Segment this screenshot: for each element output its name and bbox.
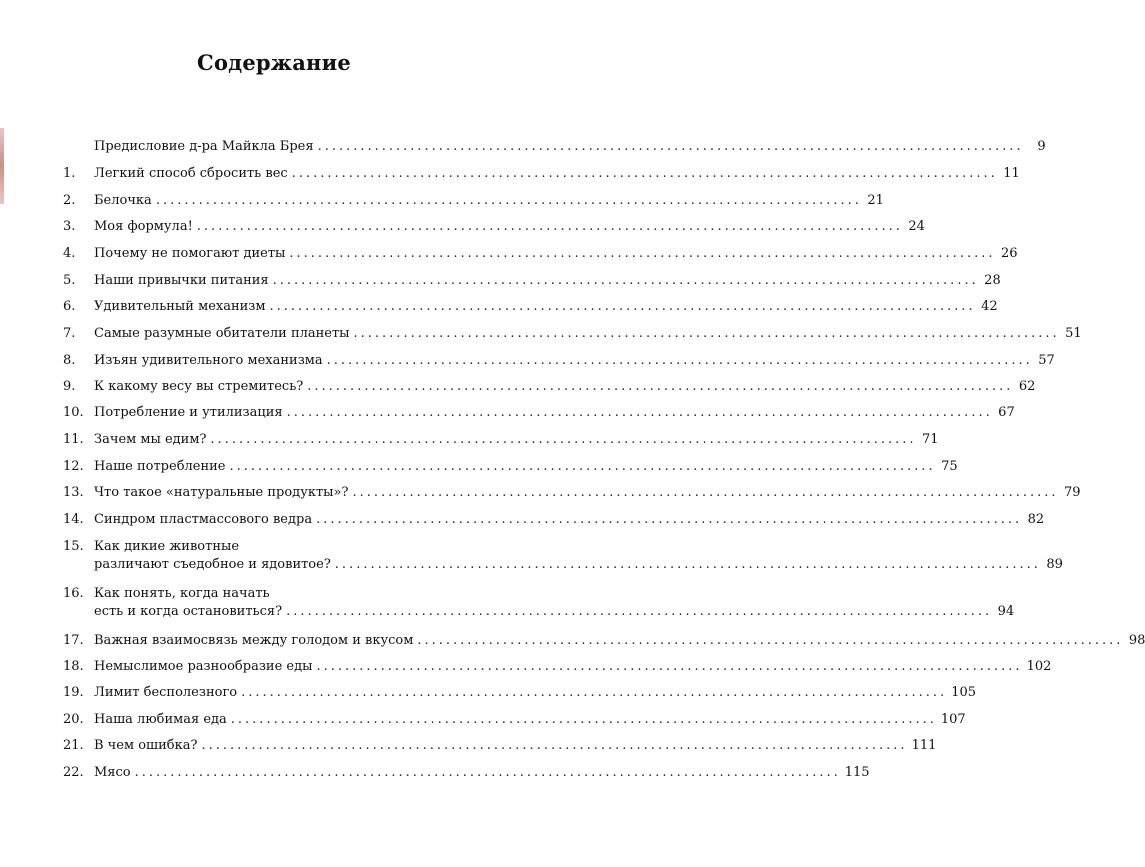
toc-page-number: 26 — [1000, 246, 1018, 261]
toc-page-number: 24 — [908, 219, 925, 234]
toc-number: 18. — [63, 659, 84, 674]
toc-line — [94, 484, 1081, 502]
toc-page-number: 71 — [921, 432, 939, 447]
toc-line — [94, 138, 1046, 156]
toc-number: 5. — [63, 273, 76, 288]
toc-line — [94, 458, 958, 476]
toc-entry — [94, 218, 925, 236]
toc-page-number: 98 — [1128, 633, 1145, 648]
toc-number: 13. — [63, 485, 84, 500]
toc-title: Потребление и утилизация — [94, 405, 283, 420]
page-title: Содержание — [197, 50, 351, 75]
toc-entry — [94, 484, 1081, 502]
toc-line — [94, 511, 1045, 529]
toc-entry — [94, 585, 1015, 621]
toc-number: 6. — [63, 299, 76, 314]
toc-number: 7. — [63, 326, 76, 341]
toc-title: Моя формула! — [94, 219, 193, 234]
toc-title-line: Как дикие животные — [94, 539, 240, 554]
toc-number: 8. — [63, 353, 76, 368]
toc-number: 17. — [63, 633, 84, 648]
toc-line — [94, 556, 1063, 574]
dot-leader: ................................................................................................... — [201, 738, 908, 753]
toc-title: Лимит бесполезного — [94, 685, 238, 700]
toc-number: 1. — [63, 166, 76, 181]
toc-entry — [94, 165, 1020, 183]
toc-page-number: 79 — [1064, 485, 1081, 500]
toc-title: Почему не помогают диеты — [94, 246, 286, 261]
toc-page-number: 9 — [1037, 139, 1046, 154]
toc-line — [94, 298, 998, 316]
toc-entry — [94, 538, 1063, 574]
dot-leader: ................................................................................................... — [286, 604, 993, 619]
toc-number: 2. — [63, 193, 76, 208]
toc-entry — [94, 138, 1046, 156]
toc-entry — [94, 378, 1036, 396]
dot-leader: ................................................................................................... — [317, 139, 1024, 154]
toc-number: 3. — [63, 219, 76, 234]
toc-title: Что такое «натуральные продукты»? — [94, 485, 349, 500]
toc-number: 22. — [63, 765, 84, 780]
dot-leader: ................................................................................................... — [316, 512, 1023, 527]
toc-page-number: 42 — [981, 299, 998, 314]
dot-leader: ................................................................................................... — [291, 166, 998, 181]
toc-number: 10. — [63, 405, 84, 420]
toc-line — [94, 245, 1018, 263]
toc-title: Наша любимая еда — [94, 712, 227, 727]
dot-leader: ................................................................................................... — [353, 326, 1060, 341]
toc-line — [94, 764, 870, 782]
dot-leader: ................................................................................................... — [307, 379, 1014, 394]
toc-entry — [94, 458, 958, 476]
toc-entry — [94, 658, 1052, 676]
toc-title: Зачем мы едим? — [94, 432, 207, 447]
toc-title: Самые разумные обитатели планеты — [94, 326, 350, 341]
toc-line — [94, 603, 1015, 621]
toc-title: Наши привычки питания — [94, 273, 269, 288]
dot-leader: ................................................................................................... — [230, 712, 937, 727]
toc-title: различают съедобное и ядовитое? — [94, 557, 331, 572]
toc-page-number: 67 — [998, 405, 1015, 420]
dot-leader: ................................................................................................... — [269, 299, 976, 314]
dot-leader: ................................................................................................... — [196, 219, 903, 234]
toc-title: Мясо — [94, 765, 131, 780]
toc-entry — [94, 298, 998, 316]
dot-leader: ................................................................................................... — [286, 405, 993, 420]
toc-entry — [94, 632, 1145, 650]
toc-page-number: 102 — [1026, 659, 1052, 674]
toc-number: 12. — [63, 459, 84, 474]
dot-leader: ................................................................................................... — [241, 685, 948, 700]
toc-line — [94, 192, 884, 210]
toc-entry — [94, 431, 939, 449]
toc-entry — [94, 737, 937, 755]
toc-line — [94, 272, 1001, 290]
toc-line — [94, 325, 1082, 343]
toc-line — [94, 431, 939, 449]
toc-number: 21. — [63, 738, 84, 753]
toc-page-number: 111 — [911, 738, 937, 753]
dot-leader: ................................................................................................... — [272, 273, 979, 288]
toc-page-number: 107 — [940, 712, 966, 727]
toc-number: 19. — [63, 685, 84, 700]
toc-line — [94, 378, 1036, 396]
toc-line — [94, 658, 1052, 676]
toc-entry — [94, 325, 1082, 343]
toc-number: 15. — [63, 539, 84, 554]
toc-number: 9. — [63, 379, 76, 394]
toc-title: Легкий способ сбросить вес — [94, 166, 288, 181]
toc-entry — [94, 684, 977, 702]
toc-page-number: 11 — [1003, 166, 1020, 181]
dot-leader: ................................................................................................... — [289, 246, 996, 261]
dot-leader: ................................................................................................... — [326, 353, 1033, 368]
page-edge-mark — [0, 128, 4, 204]
toc-line — [94, 218, 925, 236]
toc-line — [94, 632, 1145, 650]
toc-title: Синдром пластмассового ведра — [94, 512, 313, 527]
toc-title: Удивительный механизм — [94, 299, 266, 314]
toc-entry — [94, 272, 1001, 290]
toc-entry — [94, 352, 1055, 370]
toc-number: 4. — [63, 246, 76, 261]
toc-title: Белочка — [94, 193, 152, 208]
toc-title: Наше потребление — [94, 459, 226, 474]
toc-entry — [94, 511, 1045, 529]
toc-line — [94, 404, 1015, 422]
toc-entry — [94, 711, 966, 729]
toc-page-number: 105 — [951, 685, 977, 700]
toc-number: 14. — [63, 512, 84, 527]
toc-page-number: 89 — [1046, 557, 1063, 572]
toc-page-number: 75 — [941, 459, 958, 474]
dot-leader: ................................................................................................... — [417, 633, 1124, 648]
toc-page-number: 62 — [1018, 379, 1036, 394]
dot-leader: ................................................................................................... — [210, 432, 917, 447]
toc-line — [94, 352, 1055, 370]
toc-entry — [94, 764, 870, 782]
toc-page-number: 21 — [867, 193, 884, 208]
toc-entry — [94, 192, 884, 210]
dot-leader: ................................................................................................... — [352, 485, 1059, 500]
toc-line — [94, 165, 1020, 183]
dot-leader: ................................................................................................... — [134, 765, 841, 780]
dot-leader: ................................................................................................... — [316, 659, 1023, 674]
toc-title: В чем ошибка? — [94, 738, 198, 753]
toc-title: Изъян удивительного механизма — [94, 353, 323, 368]
toc-line — [94, 737, 937, 755]
dot-leader: ................................................................................................... — [229, 459, 936, 474]
toc-title: Предисловие д-ра Майкла Брея — [94, 139, 314, 154]
toc-entry — [94, 404, 1015, 422]
toc-page-number: 94 — [997, 604, 1015, 619]
toc-title: есть и когда остановиться? — [94, 604, 283, 619]
toc-title: К какому весу вы стремитесь? — [94, 379, 304, 394]
toc-number: 11. — [63, 432, 84, 447]
toc-entry — [94, 245, 1018, 263]
toc-page-number: 82 — [1027, 512, 1045, 527]
toc-title: Немыслимое разнообразие еды — [94, 659, 313, 674]
toc-page-number: 57 — [1038, 353, 1055, 368]
toc-line — [94, 711, 966, 729]
toc-title-line: Как понять, когда начать — [94, 586, 270, 601]
toc-title: Важная взаимосвязь между голодом и вкусом — [94, 633, 414, 648]
toc-page-number: 28 — [984, 273, 1001, 288]
toc-number: 16. — [63, 586, 84, 601]
toc-line — [94, 684, 977, 702]
toc-page-number: 115 — [844, 765, 870, 780]
toc-page-number: 51 — [1065, 326, 1082, 341]
dot-leader: ................................................................................................... — [334, 557, 1041, 572]
dot-leader: ................................................................................................... — [155, 193, 862, 208]
toc-number: 20. — [63, 712, 84, 727]
